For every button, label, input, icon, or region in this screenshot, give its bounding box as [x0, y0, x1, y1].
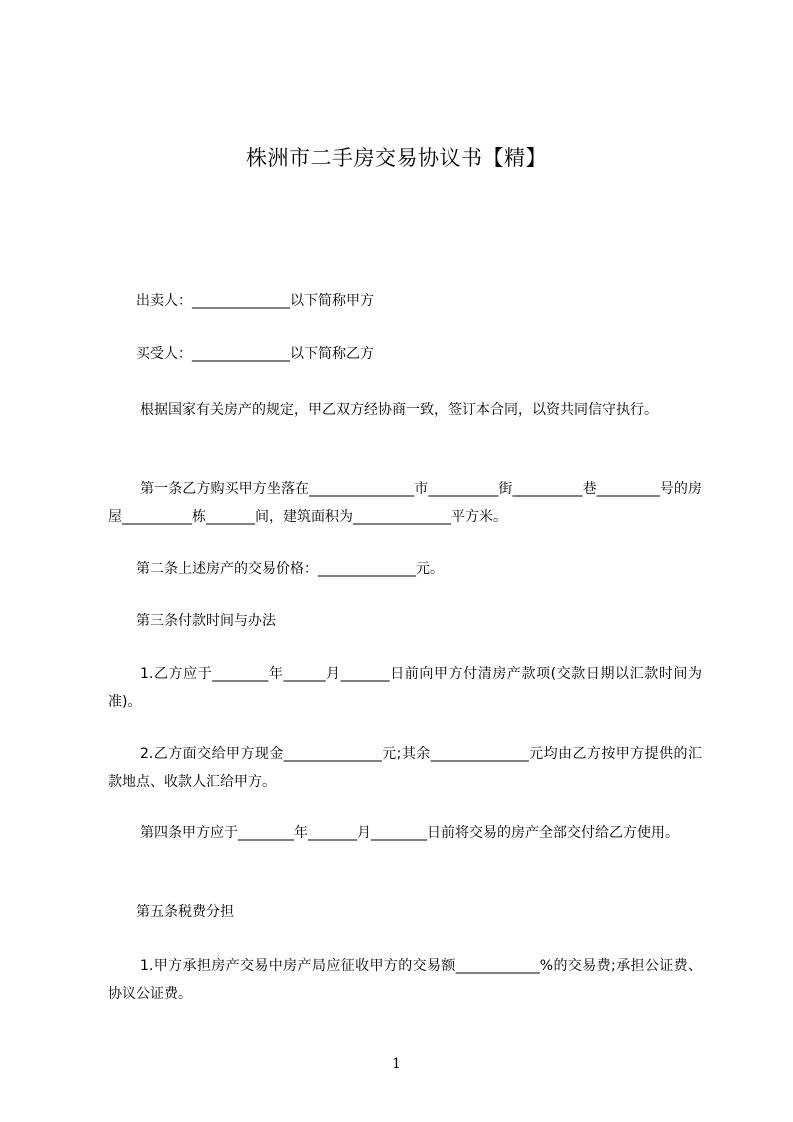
document-title: 株洲市二手房交易协议书【精】	[246, 146, 547, 170]
paragraph-article-1: 第一条乙方购买甲方坐落在_______________市__________街__________巷_________号的房屋__________栋_______间，建筑面积为______________平方米。	[108, 481, 702, 525]
paragraph-article-3-heading: 第三条付款时间与办法	[136, 613, 276, 629]
paragraph-seller: 出卖人：______________以下简称甲方	[136, 293, 374, 309]
paragraph-buyer: 买受人：______________以下简称乙方	[136, 346, 374, 362]
paragraph-article-4: 第四条甲方应于________年_______月________日前将交易的房产全部交付给乙方使用。	[140, 825, 679, 841]
paragraph-preamble: 根据国家有关房产的规定，甲乙双方经协商一致，签订本合同，以资共同信守执行。	[140, 402, 658, 418]
paragraph-article-3-item-1: 1.乙方应于________年______月_______日前向甲方付清房产款项(交款日期以汇款时间为准)。	[108, 666, 702, 710]
paragraph-article-3-item-2: 2.乙方面交给甲方现金______________元;其余______________元均由乙方按甲方提供的汇款地点、收款人汇给甲方。	[108, 746, 702, 790]
paragraph-article-2: 第二条上述房产的交易价格：______________元。	[136, 561, 444, 577]
paragraph-article-5-item-1: 1.甲方承担房产交易中房产局应征收甲方的交易额____________%的交易费;承担公证费、协议公证费。	[108, 958, 702, 1002]
page-number: 1	[392, 1056, 401, 1072]
paragraph-article-5-heading: 第五条税费分担	[136, 904, 234, 920]
